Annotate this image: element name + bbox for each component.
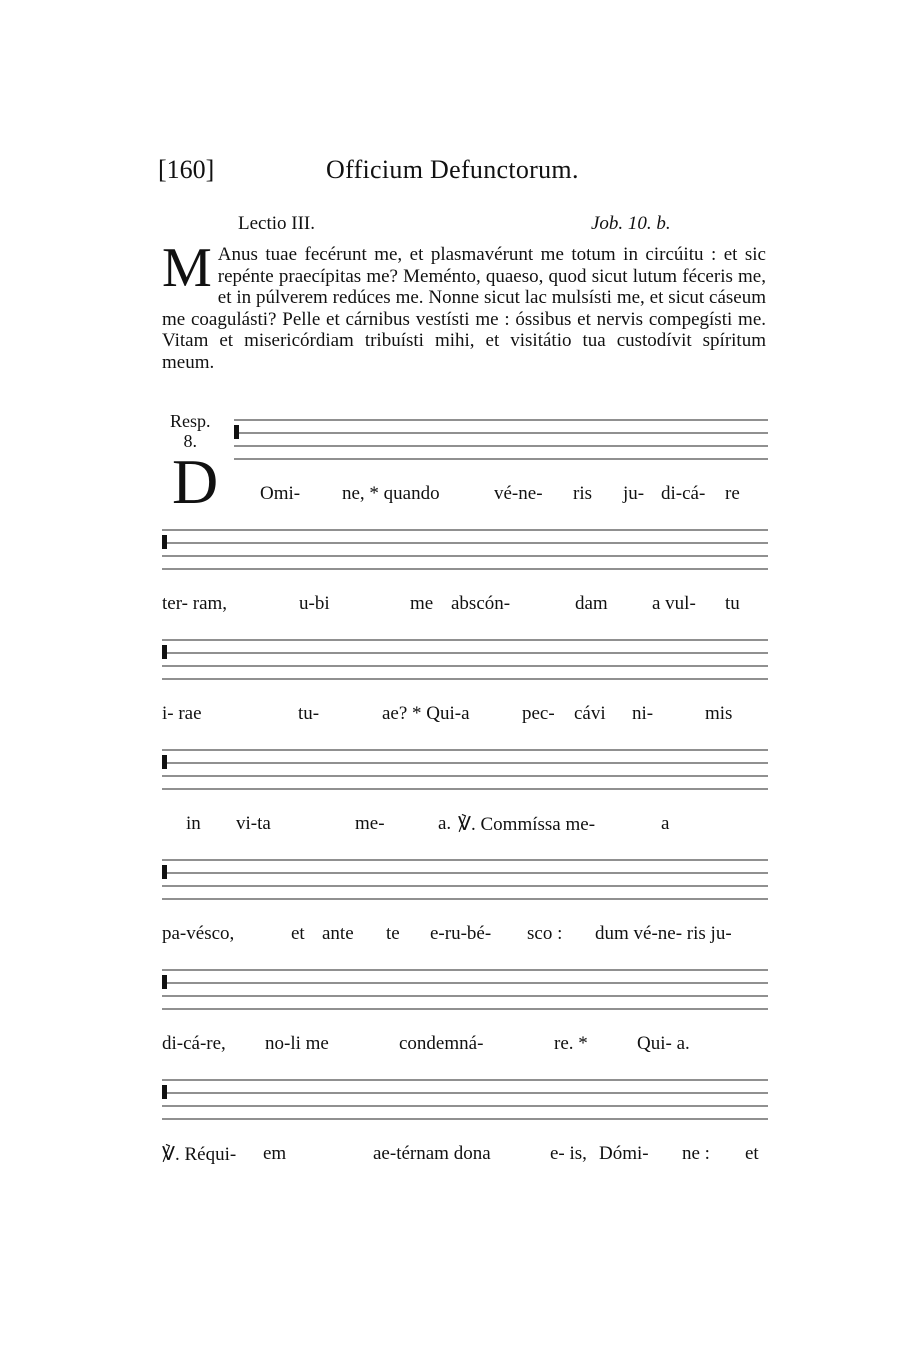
clef-icon [162,1085,167,1099]
lyric-syllable: cávi [574,703,606,724]
lyric-syllable: ju- [623,483,645,504]
lyric-syllable: em [263,1143,287,1164]
lyric-syllable: a vul- [652,593,696,614]
lyric-syllable: ne : [682,1143,710,1164]
lyric-syllable: no-li me [265,1033,329,1054]
lyric-syllable: pa-vésco, [162,923,235,944]
clef-icon [162,865,167,879]
lesson-title: Lectio III. [238,213,316,234]
page-header [158,155,768,195]
clef-icon [162,755,167,769]
lyric-syllable: ter- ram, [162,593,228,614]
lyric-syllable: ris [573,483,592,504]
responsory-label-text: Resp. [170,411,211,431]
lyric-syllable: re. * [554,1033,588,1054]
lyric-syllable: ne, * quando [342,483,440,504]
lyric-syllable: vi-ta [236,813,271,834]
lyric-syllable: tu [725,593,740,614]
clef-icon [162,645,167,659]
lyric-syllable: ℣. Réqui- [162,1144,237,1165]
lyric-syllable: pec- [522,703,555,724]
lyric-syllable: a. [438,813,452,834]
responsory-mode: 8. [183,431,197,451]
lyric-syllable: te [386,923,400,944]
lyric-syllable: sco : [527,923,563,944]
lyric-syllable: dam [575,593,608,614]
lyric-syllable: vé-ne- [494,483,543,504]
lyric-syllable: et [745,1143,759,1164]
clef-icon [162,535,167,549]
lyric-syllable: ℣. Commíssa me- [458,814,596,835]
lyric-syllable: e-ru-bé- [430,923,492,944]
lesson-heading [158,213,768,241]
lyric-syllable: ni- [632,703,654,724]
lyric-syllable: di-cá-re, [162,1033,226,1054]
lyric-syllable: mis [705,703,733,724]
lyric-syllable: re [725,483,740,504]
lyric-syllable: Dómi- [599,1143,649,1164]
lesson-text: Anus tuae fecérunt me, et plasmavérunt me totum in circúitu : et sic repénte praecípitas me? Meménto, quaeso, quod sicut lutum féceris me, et in púlverem redúces me. Nonne sicut lac mulsísti me, et sicut cáseum me coagulásti? Pelle et cárnibus vestísti me : óssibus et nervis compegísti me. Vitam et misericórdiam tribuísti mihi, et visitátio tua custodívit spíritum meum. [162,244,766,373]
lyric-syllable: in [186,813,201,834]
lyric-syllable: u-bi [299,593,330,614]
clef-icon [234,425,239,439]
lyric-syllable: condemná- [399,1033,484,1054]
lyric-syllable: a [661,813,670,834]
lesson-text-block [162,237,766,373]
lyric-syllable: Omi- [260,483,301,504]
lyric-syllable: abscón- [451,593,511,614]
lyric-syllable: di-cá- [661,483,706,504]
lyric-syllable: ae-térnam dona [373,1143,491,1164]
lyric-syllable: ae? * Qui-a [382,703,470,724]
lyric-syllable: et [291,923,305,944]
lyric-syllable: i- rae [162,703,202,724]
lyric-syllable: me [410,593,434,614]
lyric-syllable: me- [355,813,385,834]
running-title: Officium Defunctorum. [326,155,579,184]
lyric-syllable: ante [322,923,354,944]
lesson-initial: M [162,237,212,299]
lesson-reference: Job. 10. b. [591,213,671,234]
clef-icon [162,975,167,989]
lyric-syllable: Qui- a. [637,1033,690,1054]
lyric-syllable: e- is, [550,1143,587,1164]
lyric-syllable: dum vé-ne- ris ju- [595,923,732,944]
lyric-syllable: tu- [298,703,320,724]
responsory-initial: D [172,446,219,517]
page-number: [160] [158,155,215,184]
